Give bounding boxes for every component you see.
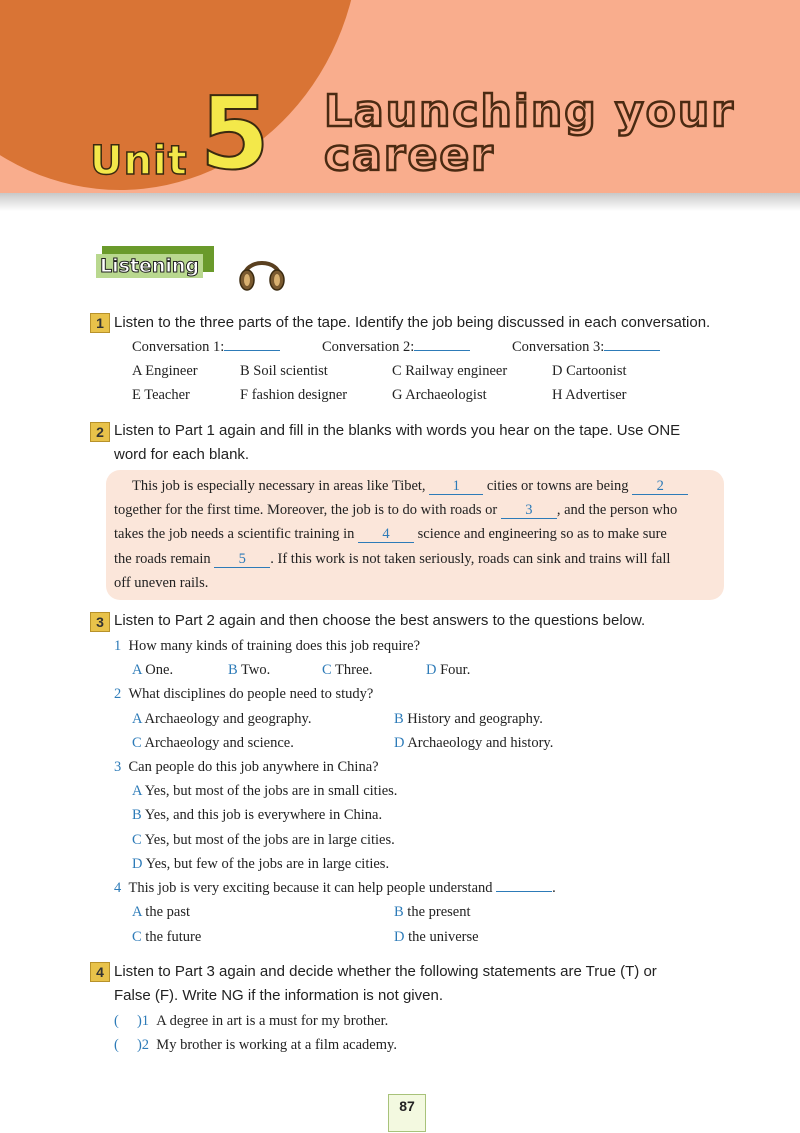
q3-option[interactable]: A the past [132, 904, 190, 920]
unit-banner [0, 0, 800, 193]
q2-instruction-line1: Listen to Part 1 again and fill in the blanks with words you hear on the tape. Use ONE [114, 422, 681, 439]
q2-instruction-line2: word for each blank. [114, 446, 250, 463]
q4-instruction-line1: Listen to Part 3 again and decide whether the following statements are True (T) or [114, 963, 657, 980]
q1-instruction: Listen to the three parts of the tape. Identify the job being discussed in each conversation. [114, 314, 711, 331]
q3-question: 2 What disciplines do people need to study? [114, 686, 374, 702]
q3-instruction: Listen to Part 2 again and then choose the best answers to the questions below. [114, 612, 646, 629]
unit-title-line2: career [324, 130, 495, 181]
q1-option: G Archaeologist [392, 387, 487, 403]
q1-conversation-3: Conversation 3: [512, 337, 660, 357]
q1-option: C Railway engineer [392, 363, 508, 379]
q1-option: F fashion designer [240, 387, 348, 403]
q3-option[interactable]: C Yes, but most of the jobs are in large cities. [132, 832, 395, 848]
banner-shadow [0, 193, 800, 211]
q3-number: 3 [90, 612, 110, 632]
q3-option[interactable]: A Yes, but most of the jobs are in small cities. [132, 783, 398, 799]
q3-option[interactable]: A One. [132, 662, 174, 678]
q3-question: 3 Can people do this job anywhere in China? [114, 759, 379, 775]
q3-option[interactable]: A Archaeology and geography. [132, 711, 312, 727]
q3-option[interactable]: B the present [394, 904, 471, 920]
page-number: 87 [388, 1094, 426, 1132]
q2-number: 2 [90, 422, 110, 442]
q1-option: H Advertiser [552, 387, 627, 403]
blank-3[interactable]: 3 [501, 502, 557, 519]
passage-line: together for the first time. Moreover, the job is to do with roads or 3 , and the person who [114, 502, 678, 518]
q1-conversation-2: Conversation 2: [322, 337, 470, 357]
blank-5[interactable]: 5 [214, 551, 270, 568]
unit-number: 5 [200, 75, 270, 192]
blank-4[interactable]: 4 [358, 526, 414, 543]
headphones-icon [236, 248, 288, 292]
passage-line: off uneven rails. [114, 575, 209, 591]
q3-option[interactable]: D Yes, but few of the jobs are in large cities. [132, 856, 390, 872]
q3-fill-blank[interactable] [496, 878, 552, 892]
passage-line: takes the job needs a scientific training in 4 science and engineering so as to make sure [114, 526, 667, 542]
tf-answer-box[interactable]: ( ) [114, 1013, 142, 1029]
q1-number: 1 [90, 313, 110, 333]
q3-option[interactable]: D Archaeology and history. [394, 735, 554, 751]
q1-conversation-1: Conversation 1: [132, 337, 280, 357]
q3-question: 4 This job is very exciting because it can help people understand . [114, 880, 556, 896]
q1-option: B Soil scientist [240, 363, 328, 379]
q3-option[interactable]: D Four. [426, 662, 471, 678]
q1-option: A Engineer [132, 363, 198, 379]
q4-instruction-line2: False (F). Write NG if the information is not given. [114, 987, 443, 1004]
q1-option: E Teacher [132, 387, 190, 403]
blank-1[interactable]: 1 [429, 478, 483, 495]
passage-line: the roads remain 5 . If this work is not taken seriously, roads can sink and trains will fall [114, 551, 671, 567]
q3-option[interactable]: B Yes, and this job is everywhere in China. [132, 807, 383, 823]
unit-word: Unit [90, 138, 188, 184]
unit-title-line1: Launching your [324, 86, 735, 137]
q3-question: 1 How many kinds of training does this job require? [114, 638, 421, 654]
section-label [96, 246, 216, 280]
q4-statement: ( )2 My brother is working at a film academy. [114, 1037, 397, 1053]
section-label-text: Listening [96, 254, 203, 278]
q1-answer-1[interactable] [224, 337, 280, 351]
q1-option: D Cartoonist [552, 363, 627, 379]
q3-option[interactable]: D the universe [394, 929, 479, 945]
q3-option[interactable]: B History and geography. [394, 711, 543, 727]
passage-line: This job is especially necessary in areas like Tibet, 1 cities or towns are being 2 [132, 476, 688, 496]
q3-option[interactable]: C the future [132, 929, 202, 945]
q1-answer-3[interactable] [604, 337, 660, 351]
tf-answer-box[interactable]: ( ) [114, 1037, 142, 1053]
q4-number: 4 [90, 962, 110, 982]
q3-option[interactable]: B Two. [228, 662, 271, 678]
q1-answer-2[interactable] [414, 337, 470, 351]
q4-statement: ( )1 A degree in art is a must for my brother. [114, 1013, 389, 1029]
q3-option[interactable]: C Three. [322, 662, 373, 678]
q3-option[interactable]: C Archaeology and science. [132, 735, 294, 751]
blank-2[interactable]: 2 [632, 478, 688, 495]
